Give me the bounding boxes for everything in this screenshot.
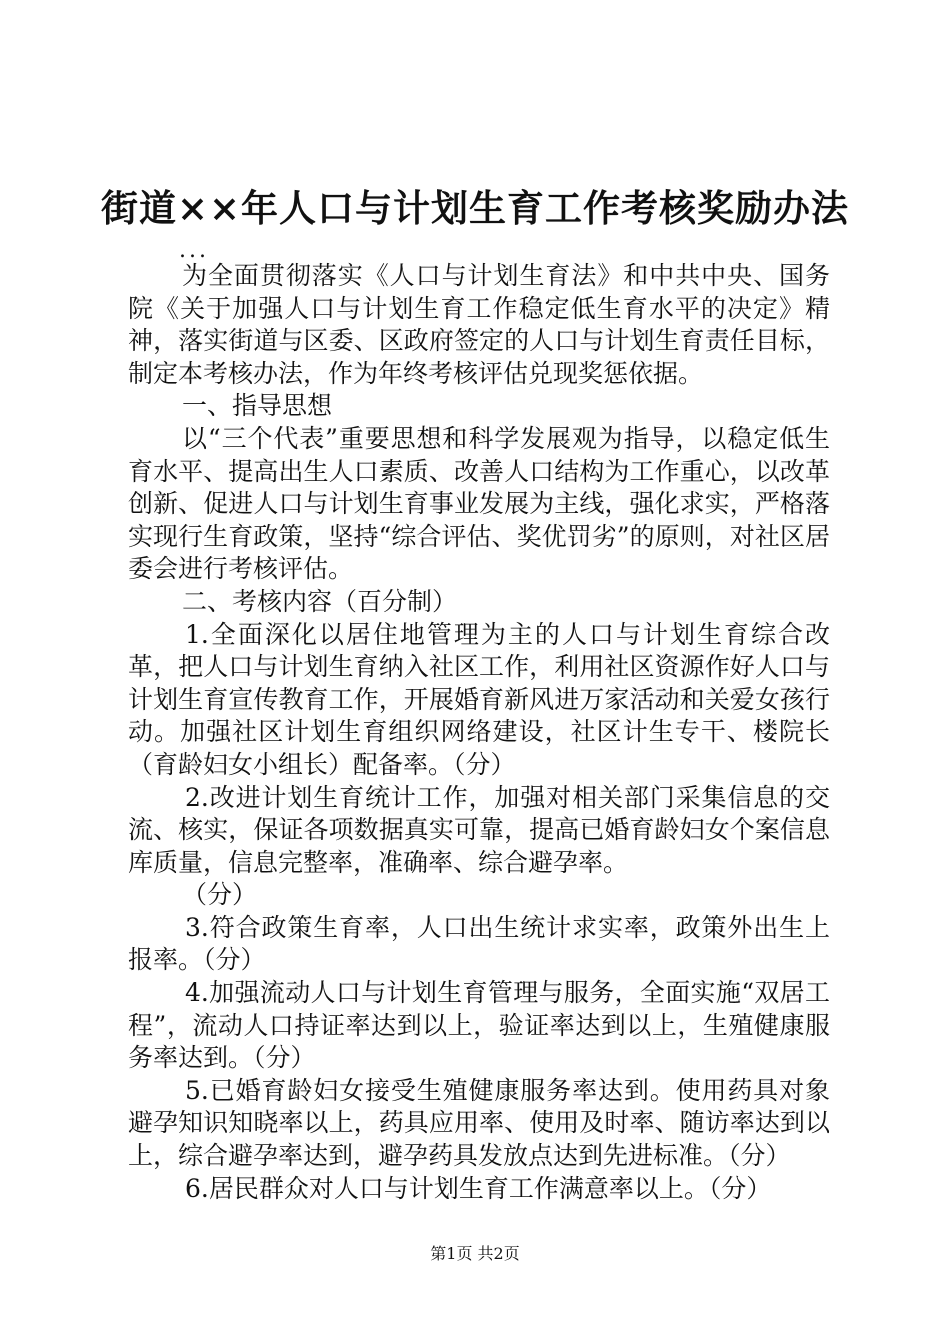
page-footer: 第1页 共2页 (430, 1244, 520, 1263)
intro-paragraph: 为全面贯彻落实《人口与计划生育法》和中共中央、国务院《关于加强人口与计划生育工作稳定低生育水平的决定》精神，落实街道与区委、区政府签定的人口与计划生育责任目标，制定本考核办法，作为年终考核评估兑现奖惩依据。 (128, 261, 830, 388)
assessment-item-2-score: （分） (182, 880, 258, 910)
assessment-item-3: 3.符合政策生育率，人口出生统计求实率，政策外出生上报率。（分） (128, 912, 830, 975)
guiding-thought-paragraph: 以“三个代表”重要思想和科学发展观为指导，以稳定低生育水平、提高出生人口素质、改善人口结构为工作重心，以改革创新、促进人口与计划生育事业发展为主线，强化求实，严格落实现行生育政策，坚持“综合评估、奖优罚劣”的原则，对社区居委会进行考核评估。 (128, 423, 830, 584)
title-ellipsis: ... (179, 238, 209, 263)
assessment-item-4: 4.加强流动人口与计划生育管理与服务，全面实施“双居工程”，流动人口持证率达到以上，验证率达到以上，生殖健康服务率达到。（分） (128, 978, 830, 1073)
section-heading-assessment-content: 二、考核内容（百分制） (182, 586, 458, 616)
document-title: 街道××年人口与计划生育工作考核奖励办法 (100, 186, 849, 230)
section-heading-guiding-thought: 一、指导思想 (182, 391, 333, 421)
assessment-item-5: 5.已婚育龄妇女接受生殖健康服务率达到。使用药具对象避孕知识知晓率以上，药具应用率、使用及时率、随访率达到以上，综合避孕率达到，避孕药具发放点达到先进标准。（分） (128, 1075, 830, 1171)
document-body (128, 260, 830, 1205)
assessment-item-1: 1.全面深化以居住地管理为主的人口与计划生育综合改革，把人口与计划生育纳入社区工作，利用社区资源作好人口与计划生育宣传教育工作，开展婚育新风进万家活动和关爱女孩行动。加强社区计划生育组织网络建设，社区计生专干、楼院长（育龄妇女小组长）配备率。（分） (128, 619, 830, 779)
assessment-item-6: 6.居民群众对人口与计划生育工作满意率以上。（分） (185, 1173, 772, 1203)
assessment-item-2: 2.改进计划生育统计工作，加强对相关部门采集信息的交流、核实，保证各项数据真实可靠，提高已婚育龄妇女个案信息库质量，信息完整率，准确率、综合避孕率。 (128, 782, 830, 877)
